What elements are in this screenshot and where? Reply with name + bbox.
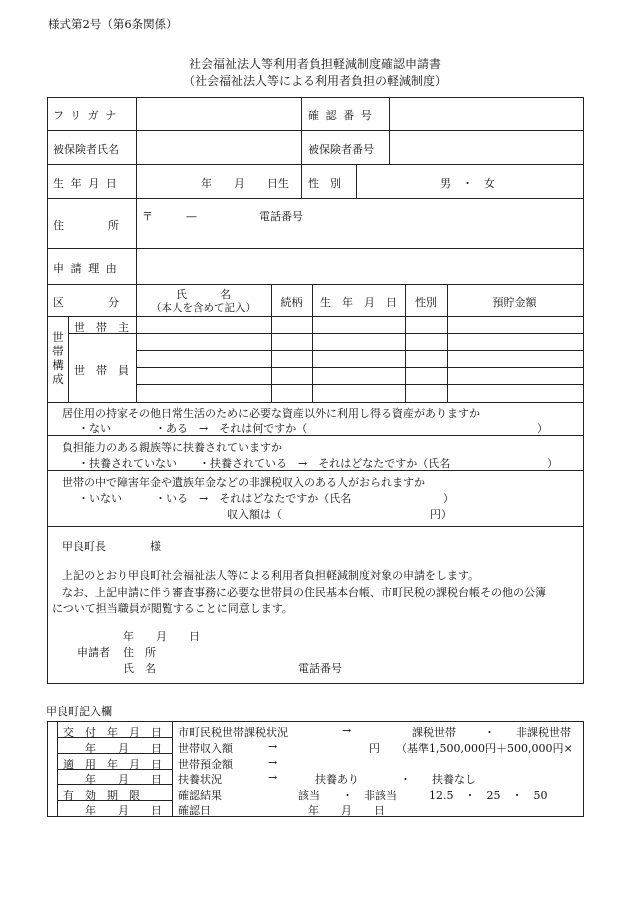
- household-income-arrow: →: [268, 740, 278, 753]
- household-savings-arrow: →: [268, 756, 278, 769]
- question-nontax-yen: 円）: [430, 508, 452, 521]
- applicant-name-label: 氏 名: [123, 662, 156, 675]
- support-status-yes: 扶養あり: [315, 773, 359, 786]
- income-standard-note: （基準1,500,000円＋500,000円×: [396, 742, 573, 755]
- postal-code-field: 〒 —: [142, 210, 197, 223]
- household-composition-label: 世帯構成: [52, 330, 64, 386]
- birthdate-column-header: 生 年 月 日: [320, 296, 397, 309]
- gender-options: 男 ・ 女: [440, 177, 495, 190]
- relationship-column-header: 続柄: [280, 296, 303, 309]
- question-nontax-income: 世帯の中で障害年金や遺族年金などの非課税収入のある人がおられますか: [62, 476, 425, 489]
- address-label: 住 所: [53, 219, 119, 232]
- declaration-paragraph-1: 上記のとおり甲良町社会福祉法人等による利用者負担軽減制度対象の申請をします。: [62, 569, 480, 582]
- issue-date-label: 交 付 年 月 日: [63, 726, 162, 739]
- insured-number-label: 被保険者番号: [308, 143, 374, 156]
- effective-date-label: 適 用 年 月 日: [63, 758, 162, 771]
- household-member-label: 世 帯 員: [74, 364, 129, 377]
- savings-column-header: 預貯金額: [492, 296, 537, 309]
- question-nontax-income-amount: 収入額は（: [227, 508, 282, 521]
- gender-label: 性 別: [308, 177, 341, 190]
- support-status-dot: ・: [400, 773, 411, 786]
- confirmation-result-value: 該当 ・ 非該当: [298, 789, 397, 802]
- confirmation-date-value: 年 月 日: [308, 804, 385, 817]
- household-head-label: 世 帯 主: [74, 321, 129, 334]
- expiry-value: 年 月 日: [85, 804, 162, 817]
- support-status-arrow: →: [268, 771, 278, 784]
- question-assets-options: ・ない ・ある → それは何ですか（: [78, 422, 308, 435]
- application-date: 年 月 日: [123, 630, 200, 643]
- gender-column-header: 性別: [415, 296, 437, 309]
- birthdate-fields: 年 月 日生: [201, 177, 289, 190]
- tax-status-arrow: →: [342, 724, 352, 737]
- phone-label: 電話番号: [259, 210, 303, 223]
- household-income-yen: 円: [369, 742, 380, 755]
- tax-status-label: 市町民税世帯課税状況: [178, 726, 288, 739]
- application-reason-label: 申請理由: [53, 262, 124, 275]
- confirmation-date-label: 確認日: [178, 804, 211, 817]
- office-use-heading: 甲良町記入欄: [46, 705, 112, 718]
- furigana-label: フリガナ: [53, 109, 123, 122]
- birthdate-label: 生年月日: [53, 177, 124, 190]
- applicant-address-label: 住 所: [123, 646, 156, 659]
- question-support-options: ・扶養されていない ・扶養されている → それはどなたですか（氏名: [78, 457, 451, 470]
- question-nontax-close: ）: [443, 492, 454, 505]
- addressee: 甲良町長 様: [62, 540, 161, 553]
- confirmation-number-label: 確認番号: [308, 109, 379, 122]
- support-status-label: 扶養状況: [178, 773, 222, 786]
- tax-status-nontaxable: 非課税世帯: [516, 726, 571, 739]
- question-support-close: ）: [547, 457, 558, 470]
- category-label: 区 分: [53, 296, 119, 309]
- expiry-label: 有 効 期 限: [63, 789, 140, 802]
- question-assets: 居住用の持家その他日常生活のために必要な資産以外に利用し得る資産がありますか: [62, 407, 480, 420]
- reduction-rates: 12.5 ・ 25 ・ 50: [429, 789, 548, 802]
- confirmation-result-label: 確認結果: [178, 789, 222, 802]
- form-number: 様式第2号（第6条関係）: [48, 17, 178, 31]
- name-column-note: （本人を含めて記入）: [151, 302, 256, 314]
- question-nontax-options: ・いない ・いる → それはどなたですか（氏名: [78, 492, 352, 505]
- support-status-no: 扶養なし: [432, 773, 476, 786]
- declaration-paragraph-2a: なお、上記申請に伴う審査事務に必要な世帯員の住民基本台帳、市町民税の課税台帳その他の公簿: [62, 586, 546, 599]
- declaration-paragraph-2b: について担当職員が閲覧することに同意します。: [52, 602, 293, 615]
- household-savings-label: 世帯預金額: [178, 758, 233, 771]
- tax-status-dot: ・: [484, 726, 495, 739]
- household-income-label: 世帯収入額: [178, 742, 233, 755]
- form-subtitle: （社会福祉法人等による利用者負担の軽減制度）: [182, 74, 447, 88]
- tax-status-taxable: 課税世帯: [412, 726, 456, 739]
- applicant-label: 申請者: [77, 646, 110, 659]
- effective-date-value: 年 月 日: [85, 773, 162, 786]
- name-column-header: 氏 名: [176, 288, 231, 301]
- form-title: 社会福祉法人等利用者負担軽減制度確認申請書: [188, 57, 441, 71]
- insured-name-label: 被保険者氏名: [53, 143, 119, 156]
- question-support: 負担能力のある親族等に扶養されていますか: [62, 441, 282, 454]
- issue-date-value: 年 月 日: [85, 742, 162, 755]
- applicant-phone-label: 電話番号: [298, 662, 342, 675]
- question-assets-close: ）: [537, 422, 548, 435]
